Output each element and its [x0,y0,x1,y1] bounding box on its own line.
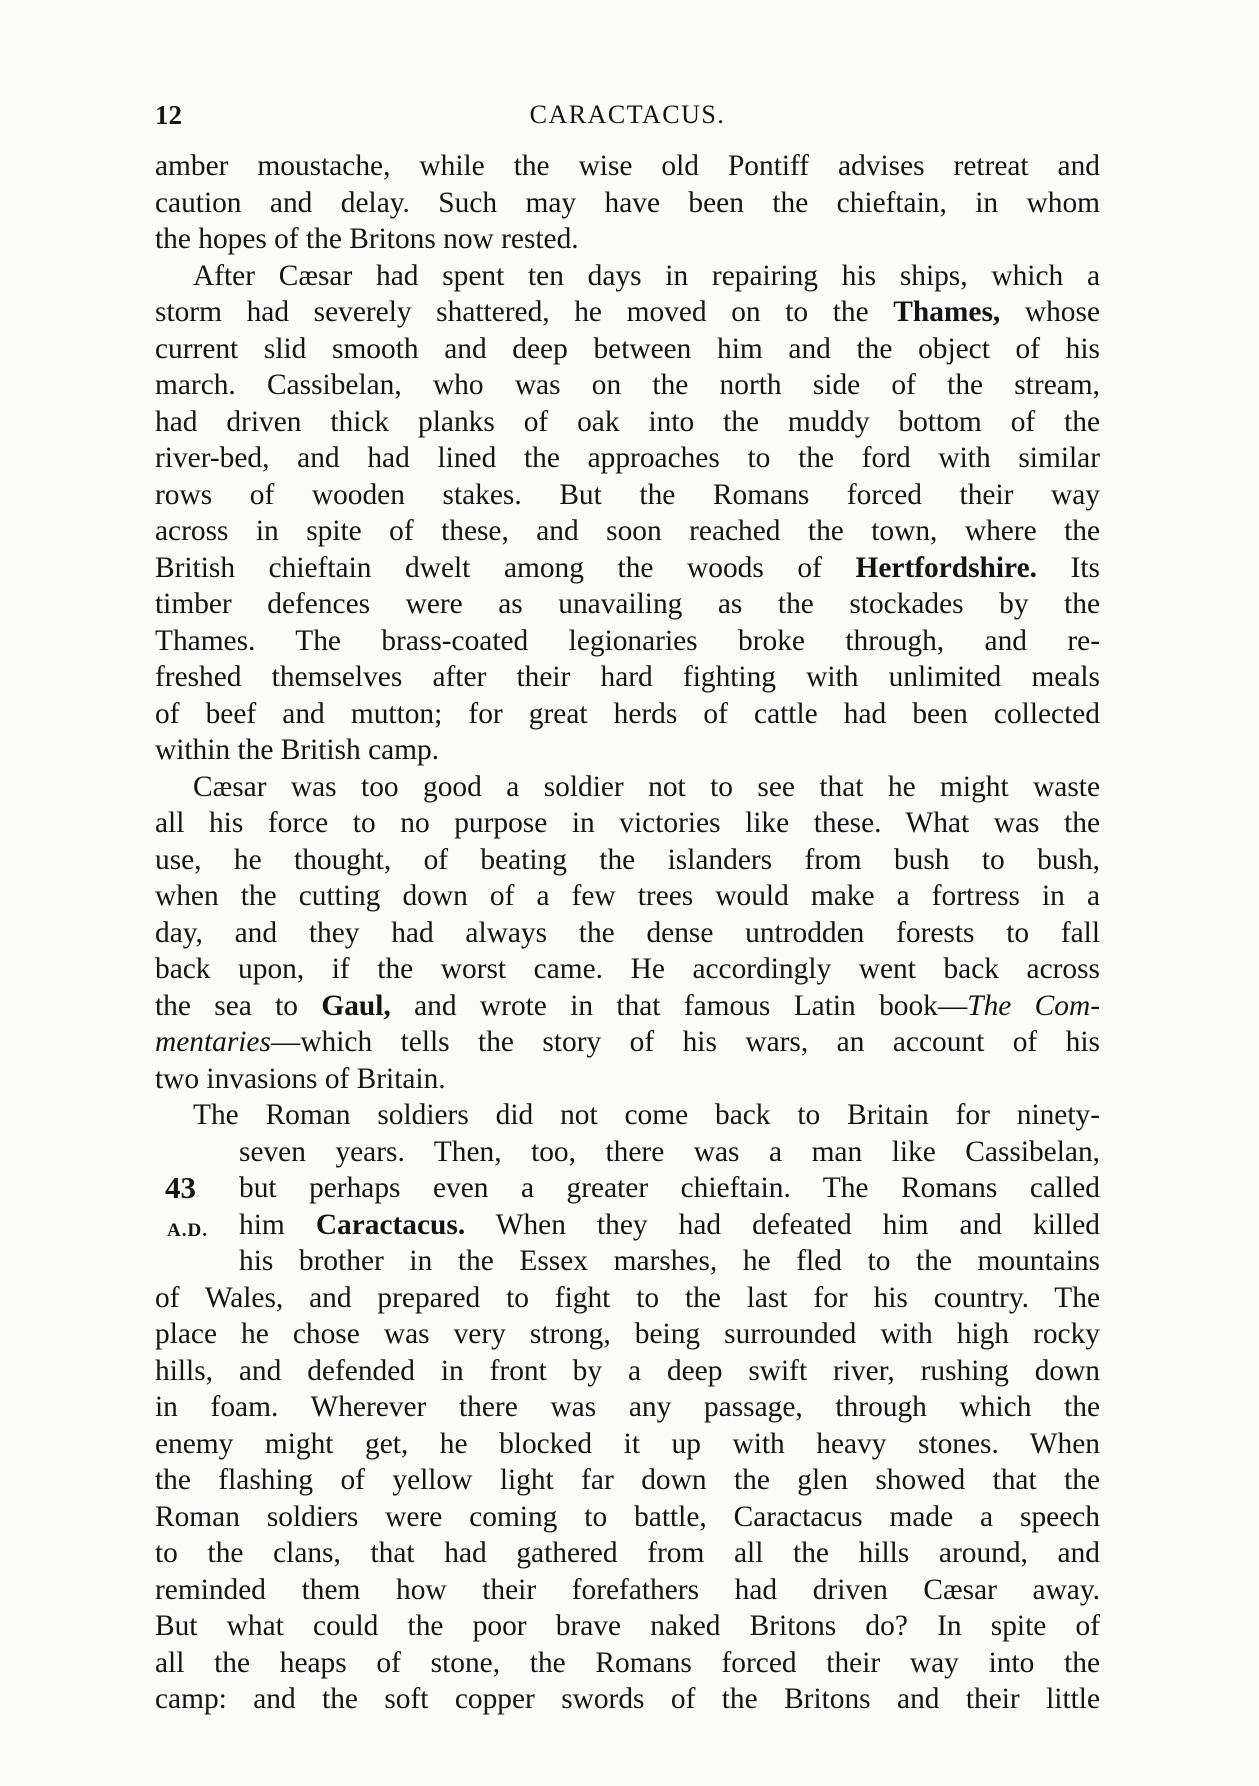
text-line: the flashing of yellow light far down the glen showed that the [155,1464,1100,1496]
text-line: hills, and defended in front by a deep swift river, rushing down [155,1354,1100,1387]
text-line: place he chose was very strong, being surrounded with high rocky [155,1318,1100,1350]
text-line: Cæsar was too good a soldier not to see that he might waste [193,770,1100,803]
text-line: but perhaps even a greater chieftain. The Romans called [239,1172,1100,1204]
text-line: use, he thought, of beating the islanders from bush to bush, [155,843,1100,876]
text-line: enemy might get, he blocked it up with heavy stones. When [155,1427,1100,1460]
text-line: in foam. Wherever there was any passage, through which the [155,1391,1100,1423]
text-line: Thames. The brass-coated legionaries broke through, and re- [155,624,1100,657]
text-line: across in spite of these, and soon reached the town, where the [155,515,1100,547]
text-line: camp: and the soft copper swords of the Britons and their little [155,1683,1100,1715]
text-line: had driven thick planks of oak into the muddy bottom of the [155,405,1100,438]
text-line: timber defences were as unavailing as the stockades by the [155,588,1100,620]
text-line: the sea to Gaul, and wrote in that famous Latin book—The Com- [155,989,1100,1022]
text-line: The Roman soldiers did not come back to Britain for ninety- [193,1099,1100,1131]
body-text [155,148,1100,1718]
text-line: march. Cassibelan, who was on the north side of the stream, [155,369,1100,401]
text-line: current slid smooth and deep between him and the object of his [155,332,1100,365]
bold-term-caractacus: Caractacus. [315,1208,466,1241]
margin-note-row [155,1170,1100,1207]
margin-note-row [155,1207,1100,1244]
page-number: 12 [155,100,182,130]
text-line: Roman soldiers were coming to battle, Caractacus made a speech [155,1500,1100,1533]
text-line: reminded them how their forefathers had driven Cæsar away. [155,1573,1100,1606]
text-line: of Wales, and prepared to fight to the last for his country. The [155,1281,1100,1314]
text-line: within the British camp. [155,734,440,766]
bold-term-thames: Thames, [893,296,1001,328]
text-line: all the heaps of stone, the Romans forced their way into the [155,1646,1100,1679]
bold-term-hertfordshire: Hertfordshire. [855,551,1037,584]
text-line: his brother in the Essex marshes, he fled to the mountains [239,1245,1100,1277]
italic-title: The Com- [967,989,1100,1022]
text-line: mentaries—which tells the story of his wars, an account of his [155,1026,1100,1058]
italic-title: mentaries [155,1026,271,1058]
margin-note-year: 43 [165,1170,196,1205]
text-line: caution and delay. Such may have been the chieftain, in whom [155,186,1100,219]
text-line: After Cæsar had spent ten days in repairing his ships, which a [193,259,1100,292]
text-line: two invasions of Britain. [155,1062,446,1095]
text-line: him Caractacus. When they had defeated him and killed [239,1208,1100,1241]
text-line: seven years. Then, too, there was a man like Cassibelan, [239,1135,1100,1168]
margin-note-era: A.D. [167,1219,208,1241]
page-header [155,100,1100,134]
text-line: But what could the poor brave naked Britons do? In spite of [155,1610,1100,1642]
text-line: British chieftain dwelt among the woods of Hertfordshire. Its [155,551,1100,584]
text-line: rows of wooden stakes. But the Romans forced their way [155,478,1100,511]
bold-term-gaul: Gaul, [321,989,391,1022]
text-line: day, and they had always the dense untrodden forests to fall [155,916,1100,949]
text-line: when the cutting down of a few trees would make a fortress in a [155,880,1100,912]
text-line: the hopes of the Britons now rested. [155,223,579,255]
text-line: amber moustache, while the wise old Pontiff advises retreat and [155,150,1100,182]
text-line: river-bed, and had lined the approaches to the ford with similar [155,442,1100,474]
text-line: to the clans, that had gathered from all the hills around, and [155,1537,1100,1569]
text-line: storm had severely shattered, he moved on to the Thames, whose [155,296,1100,328]
running-title: CARACTACUS. [529,100,726,129]
text-line: freshed themselves after their hard fighting with unlimited meals [155,661,1100,693]
text-line: all his force to no purpose in victories like these. What was the [155,807,1100,839]
text-line: back upon, if the worst came. He accordingly went back across [155,953,1100,985]
text-line: of beef and mutton; for great herds of cattle had been collected [155,697,1100,730]
